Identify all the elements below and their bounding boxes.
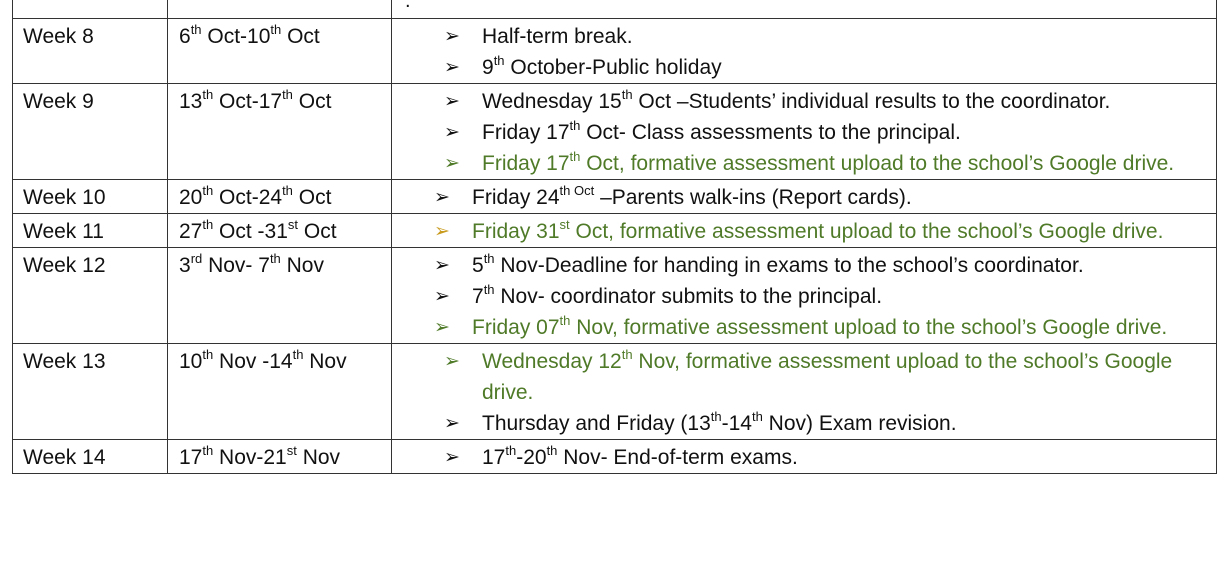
- text-run: Friday 31: [472, 220, 560, 243]
- arrow-bullet-icon: ➢: [444, 153, 460, 174]
- text-run: Oct -31: [213, 220, 288, 243]
- superscript: th: [202, 87, 214, 102]
- text-run: -14: [721, 412, 752, 435]
- table-row: [13, 180, 1217, 214]
- text-run: Oct: [292, 186, 332, 209]
- text-run: 9: [482, 56, 494, 79]
- arrow-bullet-icon: ➢: [444, 91, 460, 112]
- arrow-bullet-icon: ➢: [434, 221, 450, 242]
- arrow-bullet-icon: ➢: [434, 255, 450, 276]
- superscript: th: [559, 313, 571, 328]
- week-cell: Week 11: [13, 214, 168, 248]
- table-row-partial-top: [13, 0, 1217, 19]
- schedule-table: [12, 0, 1217, 474]
- text-run: 27: [179, 220, 203, 243]
- text-run: Oct: [298, 220, 337, 243]
- arrow-bullet-icon: ➢: [434, 187, 450, 208]
- superscript: th: [202, 217, 214, 232]
- arrow-bullet-icon: ➢: [444, 26, 460, 47]
- text-run: -20: [516, 446, 547, 469]
- table-row: [13, 440, 1217, 474]
- stray-dot: .: [405, 0, 411, 12]
- text-run: Nov- coordinator submits to the principal.: [494, 285, 883, 308]
- text-run: Nov) Exam revision.: [762, 412, 957, 435]
- superscript: th: [751, 409, 763, 424]
- week-cell: [13, 0, 168, 19]
- text-run: Wednesday 15: [482, 90, 622, 113]
- text-run: Oct-17: [213, 90, 283, 113]
- text-run: Friday 17: [482, 121, 570, 144]
- text-run: Friday 24: [472, 186, 560, 209]
- table-row: [13, 19, 1217, 84]
- text-run: Oct, formative assessment upload to the school’s Google drive.: [569, 220, 1164, 243]
- text-run: 5: [472, 254, 484, 277]
- event-item: [392, 117, 1216, 148]
- events-cell: [392, 180, 1217, 214]
- week-cell: Week 10: [13, 180, 168, 214]
- text-run: Nov, formative assessment upload to the school’s Google drive.: [570, 316, 1168, 339]
- text-run: Nov -14: [213, 350, 293, 373]
- text-run: 13: [179, 90, 203, 113]
- superscript: th: [546, 443, 558, 458]
- superscript: th: [202, 347, 214, 362]
- superscript: th: [493, 53, 505, 68]
- event-item: [392, 312, 1216, 343]
- superscript: th: [269, 251, 281, 266]
- events-cell: [392, 248, 1217, 344]
- text-run: Oct: [281, 25, 320, 48]
- text-run: Oct-10: [201, 25, 271, 48]
- arrow-bullet-icon: ➢: [434, 317, 450, 338]
- text-run: Nov-Deadline for handing in exams to the school’s coordinator.: [494, 254, 1084, 277]
- events-cell: [392, 440, 1217, 474]
- event-item: [392, 86, 1216, 117]
- table-row: [13, 344, 1217, 440]
- superscript: st: [286, 443, 297, 458]
- text-run: Oct –Students’ individual results to the coordinator.: [632, 90, 1111, 113]
- text-run: Friday 17: [482, 152, 570, 175]
- event-item: [392, 21, 1216, 52]
- superscript: th: [621, 87, 633, 102]
- superscript: th: [282, 183, 293, 198]
- text-run: –Parents walk-ins (Report cards).: [594, 186, 912, 209]
- text-run: Oct-24: [213, 186, 283, 209]
- dates-cell: [168, 0, 392, 19]
- text-run: 17: [179, 446, 203, 469]
- event-item: [392, 148, 1216, 179]
- event-item: [392, 216, 1216, 247]
- text-run: 3: [179, 254, 191, 277]
- text-run: Friday 07: [472, 316, 560, 339]
- event-item: [392, 346, 1216, 408]
- dates-cell: [168, 440, 392, 474]
- week-cell: Week 13: [13, 344, 168, 440]
- text-run: Nov: [280, 254, 324, 277]
- event-item: [392, 182, 1216, 213]
- superscript: st: [287, 217, 299, 232]
- text-run: 6: [179, 25, 191, 48]
- event-item: [392, 442, 1216, 473]
- superscript: th: [292, 347, 304, 362]
- text-run: Oct, formative assessment upload to the school’s Google drive.: [580, 152, 1175, 175]
- events-cell: [392, 84, 1217, 180]
- text-run: Nov-21: [213, 446, 287, 469]
- events-cell: [392, 0, 1217, 19]
- table-row: [13, 84, 1217, 180]
- text-run: Oct- Class assessments to the principal.: [580, 121, 961, 144]
- event-item: [392, 281, 1216, 312]
- superscript: th: [202, 183, 214, 198]
- event-item: [392, 52, 1216, 83]
- arrow-bullet-icon: ➢: [444, 122, 460, 143]
- superscript: th: [190, 22, 202, 37]
- text-run: Wednesday 12: [482, 350, 622, 373]
- week-cell: Week 14: [13, 440, 168, 474]
- text-run: Nov, formative assessment upload to the school’s Google drive.: [482, 350, 1173, 404]
- text-run: 7: [472, 285, 484, 308]
- arrow-bullet-icon: ➢: [444, 447, 460, 468]
- superscript: th: [202, 443, 214, 458]
- superscript: st: [559, 217, 570, 232]
- dates-cell: [168, 180, 392, 214]
- superscript: rd: [190, 251, 203, 266]
- dates-cell: [168, 84, 392, 180]
- text-run: Nov- 7: [202, 254, 270, 277]
- superscript: th: [483, 282, 495, 297]
- text-run: Nov: [296, 446, 341, 469]
- dates-cell: [168, 344, 392, 440]
- superscript: th: [710, 409, 722, 424]
- text-run: 10: [179, 350, 203, 373]
- superscript: th: [282, 87, 293, 102]
- arrow-bullet-icon: ➢: [444, 413, 460, 434]
- week-cell: Week 12: [13, 248, 168, 344]
- dates-cell: [168, 214, 392, 248]
- dates-cell: [168, 248, 392, 344]
- text-run: Nov: [303, 350, 347, 373]
- events-cell: [392, 214, 1217, 248]
- arrow-bullet-icon: ➢: [444, 57, 460, 78]
- superscript: th: [569, 149, 581, 164]
- arrow-bullet-icon: ➢: [434, 286, 450, 307]
- superscript: th: [621, 347, 633, 362]
- text-run: 20: [179, 186, 203, 209]
- text-run: Half-term break.: [482, 25, 633, 48]
- text-run: 17: [482, 446, 506, 469]
- table-row: [13, 248, 1217, 344]
- dates-cell: [168, 19, 392, 84]
- text-run: Nov- End-of-term exams.: [557, 446, 798, 469]
- events-cell: [392, 344, 1217, 440]
- superscript: th: [569, 118, 581, 133]
- superscript: th: [270, 22, 282, 37]
- event-item: [392, 250, 1216, 281]
- event-item: [392, 408, 1216, 439]
- superscript: th: [505, 443, 517, 458]
- text-run: Thursday and Friday (13: [482, 412, 711, 435]
- text-run: Oct: [292, 90, 332, 113]
- events-cell: [392, 19, 1217, 84]
- table-row: [13, 214, 1217, 248]
- arrow-bullet-icon: ➢: [444, 351, 460, 372]
- week-cell: Week 8: [13, 19, 168, 84]
- superscript: th: [483, 251, 495, 266]
- week-cell: Week 9: [13, 84, 168, 180]
- text-run: October-Public holiday: [504, 56, 722, 79]
- superscript: th Oct: [559, 183, 595, 198]
